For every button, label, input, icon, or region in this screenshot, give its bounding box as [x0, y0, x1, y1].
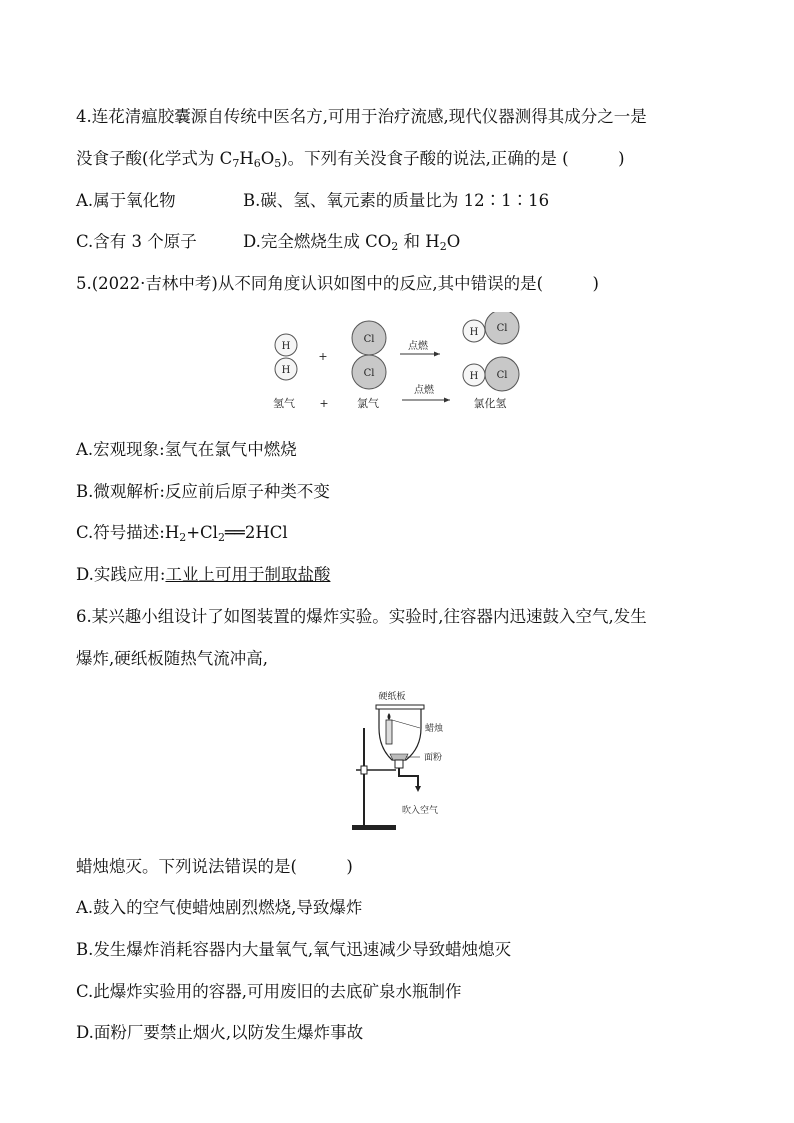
label-chlorine: 氯气	[357, 397, 379, 410]
label-flour: 面粉	[423, 753, 443, 763]
q5-option-c-mid: +Cl	[186, 523, 218, 542]
q4-stem-line1: 4.连花清瘟胶囊源自传统中医名方,可用于治疗流感,现代仪器测得其成分之一是	[76, 107, 647, 126]
q6-option-d: D.面粉厂要禁止烟火,以防发生爆炸事故	[76, 1023, 364, 1042]
q4-h: H	[239, 149, 254, 168]
q6-stem-line2: 爆炸,硬纸板随热气流冲高,	[76, 649, 268, 668]
candle	[386, 720, 392, 744]
container-neck	[395, 760, 403, 768]
q4-option-d-sub2: 2	[439, 240, 447, 253]
q6-stem-line3: 蜡烛熄灭。下列说法错误的是( )	[76, 857, 353, 876]
q4-sub-h: 6	[253, 157, 261, 170]
plus-sign: +	[319, 397, 329, 410]
cl-atom-label: Cl	[496, 323, 508, 334]
container	[379, 709, 421, 760]
cl-atom-label: Cl	[363, 334, 375, 345]
q4-option-d-pre: D.完全燃烧生成 CO	[243, 232, 392, 251]
q5-option-c-sub2: 2	[217, 531, 225, 544]
stand-base	[352, 825, 396, 830]
q6-stem-line1: 6.某兴趣小组设计了如图装置的爆炸实验。实验时,往容器内迅速鼓入空气,发生	[76, 607, 647, 626]
air-tube	[399, 768, 418, 790]
cl-atom-label: Cl	[496, 370, 508, 381]
q5-option-b: B.微观解析:反应前后原子种类不变	[76, 482, 330, 501]
q5-option-c-sub1: 2	[179, 531, 187, 544]
h-atom-label: H	[281, 341, 291, 352]
q4-option-d-sub: 2	[391, 240, 399, 253]
q5-option-a: A.宏观现象:氢气在氯气中燃烧	[76, 440, 297, 459]
q6-option-a: A.鼓入的空气使蜡烛剧烈燃烧,导致爆炸	[76, 898, 363, 917]
h-atom-label: H	[281, 365, 291, 376]
q6-option-b: B.发生爆炸消耗容器内大量氧气,氧气迅速减少导致蜡烛熄灭	[76, 940, 512, 959]
q4-sub-o: 5	[274, 157, 282, 170]
q4-stem-line2-pre: 没食子酸(化学式为 C	[76, 149, 233, 168]
q4-o: O	[260, 149, 275, 168]
arrow-up-icon	[415, 786, 421, 792]
q4-option-d	[243, 231, 460, 253]
q4-stem-line2-post: )。下列有关没食子酸的说法,正确的是 ( )	[281, 149, 625, 168]
ignite-label: 点燃	[408, 341, 428, 352]
cardboard	[376, 705, 424, 709]
q4-option-d-post: O	[446, 232, 461, 251]
arrow-head-icon	[434, 352, 440, 357]
q5-option-c-post: ══2HCl	[224, 523, 288, 542]
q5-option-d	[76, 564, 330, 586]
candle-pointer-line	[392, 720, 420, 728]
ignite-label: 点燃	[414, 385, 434, 396]
q4-option-d-mid: 和 H	[398, 232, 440, 251]
h-atom-label: H	[469, 371, 479, 382]
cl-atom-label: Cl	[363, 368, 375, 379]
flame-icon	[388, 713, 391, 720]
label-candle: 蜡烛	[424, 724, 444, 734]
q4-stem-line2	[76, 148, 625, 170]
q5-option-c-pre: C.符号描述:H	[76, 523, 180, 542]
label-cardboard: 硬纸板	[378, 692, 406, 702]
q5-option-d-underlined: 工业上可用于制取盐酸	[165, 565, 331, 584]
arrow-head-icon	[444, 398, 450, 403]
label-hydrogen-chloride: 氯化氢	[473, 397, 507, 410]
h-atom-label: H	[469, 327, 479, 338]
q4-sub-c: 7	[232, 157, 240, 170]
clamp	[361, 766, 367, 774]
q5-stem: 5.(2022·吉林中考)从不同角度认识如图中的反应,其中错误的是( )	[76, 274, 599, 293]
q6-option-c: C.此爆炸实验用的容器,可用废旧的去底矿泉水瓶制作	[76, 982, 462, 1001]
explosion-apparatus-diagram	[348, 688, 458, 834]
q4-option-b: B.碳、氢、氧元素的质量比为 12∶1∶16	[243, 191, 550, 210]
flour	[390, 754, 408, 760]
label-hydrogen: 氢气	[273, 397, 295, 410]
q5-option-c	[76, 522, 288, 544]
q4-option-a: A.属于氧化物	[76, 191, 176, 210]
label-blow-air: 吹入空气	[401, 806, 439, 816]
q4-option-c: C.含有 3 个原子	[76, 232, 197, 251]
q5-option-d-pre: D.实践应用:	[76, 565, 166, 584]
reaction-diagram	[262, 312, 532, 412]
plus-sign: +	[318, 350, 328, 363]
